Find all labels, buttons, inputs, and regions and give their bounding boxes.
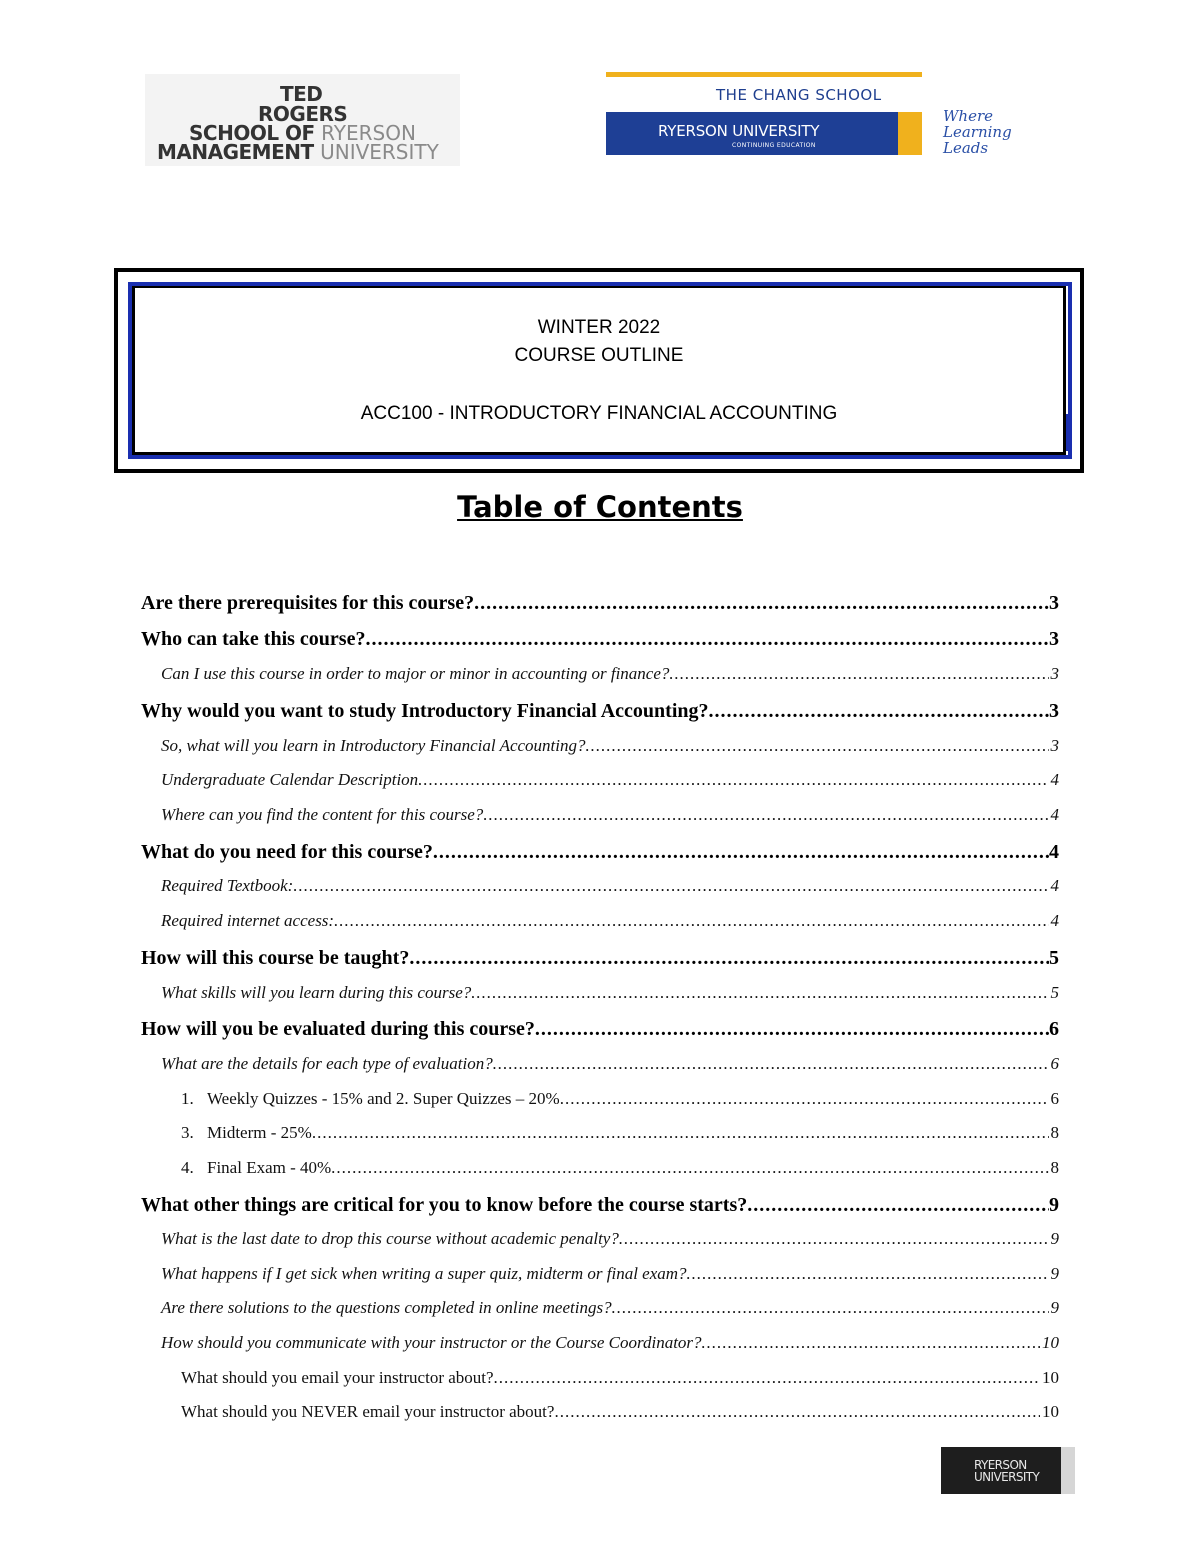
logo-gold-bar [606, 72, 922, 77]
toc-entry-title: Are there prerequisites for this course? [141, 592, 475, 614]
toc-entry-page: 4 [1050, 876, 1059, 895]
toc-entry-page: 9 [1050, 1298, 1059, 1317]
toc-entry-title: 1. Weekly Quizzes - 15% and 2. Super Quizzes – 20% [181, 1089, 560, 1108]
toc-entry-title: Required Textbook: [161, 876, 294, 895]
toc-entry-title: Undergraduate Calendar Description [161, 770, 419, 789]
toc-entry-title: 3. Midterm - 25% [181, 1123, 312, 1142]
toc-dot-leader [409, 947, 1049, 970]
footer-logo-text: RYERSON UNIVERSITY [974, 1458, 1040, 1484]
toc-entry[interactable] [141, 628, 1059, 651]
toc-dot-leader [494, 1368, 1040, 1388]
toc-entry-title: What skills will you learn during this course? [161, 983, 472, 1002]
toc-entry-page: 6 [1050, 1089, 1059, 1108]
toc-entry-page: 6 [1050, 1054, 1059, 1073]
toc-entry[interactable] [141, 841, 1059, 864]
toc-dot-leader [471, 983, 1048, 1003]
toc-entry-title: How will this course be taught? [141, 947, 410, 969]
toc-entry-page: 3 [1050, 736, 1059, 755]
toc-entry-page: 8 [1050, 1158, 1059, 1177]
toc-entry[interactable] [141, 592, 1059, 615]
toc-entry-page: 8 [1050, 1123, 1059, 1142]
toc-entry-number: 1. [181, 1089, 194, 1108]
toc-entry-page: 10 [1042, 1333, 1059, 1352]
title-frame [114, 268, 1084, 473]
toc-entry-page: 10 [1042, 1402, 1059, 1421]
toc-dot-leader [709, 700, 1050, 723]
toc-entry-page: 10 [1042, 1368, 1059, 1387]
toc-entry-title: What should you email your instructor about? [181, 1368, 494, 1387]
toc-entry-page: 3 [1049, 628, 1059, 650]
toc-entry-page: 4 [1049, 841, 1059, 863]
toc-entry-page: 9 [1049, 1194, 1059, 1216]
chang-tagline: Where Learning Leads [943, 107, 1012, 157]
toc-dot-leader [669, 664, 1048, 684]
toc-entry-title: What other things are critical for you to know before the course starts? [141, 1194, 748, 1216]
toc-dot-leader [612, 1298, 1049, 1318]
toc-entry[interactable] [141, 1402, 1059, 1422]
toc-entry-page: 4 [1050, 805, 1059, 824]
toc-entry-title: What happens if I get sick when writing a super quiz, midterm or final exam? [161, 1264, 687, 1283]
toc-entry[interactable] [141, 736, 1059, 756]
logo-line: ROGERS [258, 102, 348, 126]
logo-line: SCHOOL OF RYERSON [189, 121, 416, 145]
course-title: ACC100 - INTRODUCTORY FINANCIAL ACCOUNTING [360, 403, 838, 424]
toc-dot-leader [334, 911, 1048, 931]
chang-blue-box [606, 112, 906, 155]
toc-entry[interactable] [141, 947, 1059, 970]
toc-entry-title: How should you communicate with your instructor or the Course Coordinator? [161, 1333, 702, 1352]
toc-entry[interactable] [141, 1298, 1059, 1318]
toc-entry-title: What is the last date to drop this course without academic penalty? [161, 1229, 619, 1248]
toc-entry[interactable] [141, 1264, 1059, 1284]
toc-entry-title: Why would you want to study Introductory Financial Accounting? [141, 700, 709, 722]
toc-entry-title: What should you NEVER email your instructor about? [181, 1402, 555, 1421]
toc-entry-title: Required internet access: [161, 911, 335, 930]
toc-entry-title: What do you need for this course? [141, 841, 433, 863]
toc-entry-page: 4 [1050, 911, 1059, 930]
toc-dot-leader [493, 1054, 1049, 1074]
toc-entry-title: 4. Final Exam - 40% [181, 1158, 332, 1177]
toc-entry[interactable] [141, 1089, 1059, 1109]
toc-entry[interactable] [141, 1333, 1059, 1353]
term-label: WINTER 2022 [537, 317, 661, 338]
toc-entry[interactable] [141, 1229, 1059, 1249]
toc-entry[interactable] [141, 805, 1059, 825]
toc-entry[interactable] [141, 1158, 1059, 1178]
toc-entry-page: 3 [1049, 592, 1059, 614]
toc-dot-leader [535, 1018, 1049, 1041]
chang-school-logo [604, 72, 1034, 162]
toc-entry-page: 9 [1050, 1264, 1059, 1283]
toc-dot-leader [702, 1333, 1040, 1353]
logo-gold-block [898, 112, 922, 155]
toc-dot-leader [331, 1158, 1048, 1178]
toc-entry[interactable] [141, 1018, 1059, 1041]
toc-dot-leader [365, 628, 1049, 651]
toc-entry-page: 5 [1050, 983, 1059, 1002]
title-text [135, 314, 1063, 428]
toc-entry[interactable] [141, 1123, 1059, 1143]
toc-entry[interactable] [141, 770, 1059, 790]
toc-entry-title: Where can you find the content for this course? [161, 805, 484, 824]
toc-entry-page: 6 [1049, 1018, 1059, 1040]
toc-dot-leader [560, 1089, 1049, 1109]
toc-entry-number: 3. [181, 1123, 194, 1142]
toc-heading: Table of Contents [457, 490, 743, 524]
toc-entry-title: So, what will you learn in Introductory Financial Accounting? [161, 736, 586, 755]
toc-entry[interactable] [141, 983, 1059, 1003]
toc-dot-leader [418, 770, 1048, 790]
toc-entry-page: 4 [1050, 770, 1059, 789]
toc-entry-title: Can I use this course in order to major or minor in accounting or finance? [161, 664, 670, 683]
toc-dot-leader [619, 1229, 1049, 1249]
ted-rogers-logo [145, 74, 460, 166]
toc-entry[interactable] [141, 911, 1059, 931]
toc-entry-number: 4. [181, 1158, 194, 1177]
logo-line: TED [280, 82, 323, 106]
toc-entry[interactable] [141, 876, 1059, 896]
toc-dot-leader [586, 736, 1049, 756]
toc-dot-leader [554, 1402, 1040, 1422]
toc-dot-leader [474, 592, 1049, 615]
footer-ryerson-logo [941, 1447, 1075, 1494]
toc-entry-title: Who can take this course? [141, 628, 366, 650]
toc-entry-page: 3 [1050, 664, 1059, 683]
toc-dot-leader [433, 841, 1049, 864]
toc-entry[interactable] [141, 1054, 1059, 1074]
toc-entry-title: Are there solutions to the questions completed in online meetings? [161, 1298, 612, 1317]
doc-type-label: COURSE OUTLINE [514, 345, 684, 366]
title-frame-inner [132, 286, 1066, 455]
toc-entry[interactable] [141, 664, 1059, 684]
toc-dot-leader [293, 876, 1048, 896]
toc-entry-page: 5 [1049, 947, 1059, 969]
toc-entry[interactable] [141, 1194, 1059, 1217]
toc-dot-leader [687, 1264, 1049, 1284]
toc-dot-leader [483, 805, 1048, 825]
chang-university-name: RYERSON UNIVERSITY [658, 122, 820, 140]
chang-school-title: THE CHANG SCHOOL [716, 86, 882, 104]
toc-entry[interactable] [141, 1368, 1059, 1388]
logo-line: MANAGEMENT UNIVERSITY [157, 140, 439, 164]
toc-entry-title: What are the details for each type of evaluation? [161, 1054, 493, 1073]
toc-entry-page: 9 [1050, 1229, 1059, 1248]
toc-dot-leader [312, 1123, 1049, 1143]
chang-subtitle: CONTINUING EDUCATION [732, 142, 816, 149]
toc-dot-leader [747, 1194, 1049, 1217]
toc-entry-title: How will you be evaluated during this course? [141, 1018, 535, 1040]
toc-entry[interactable] [141, 700, 1059, 723]
toc-entry-page: 3 [1049, 700, 1059, 722]
